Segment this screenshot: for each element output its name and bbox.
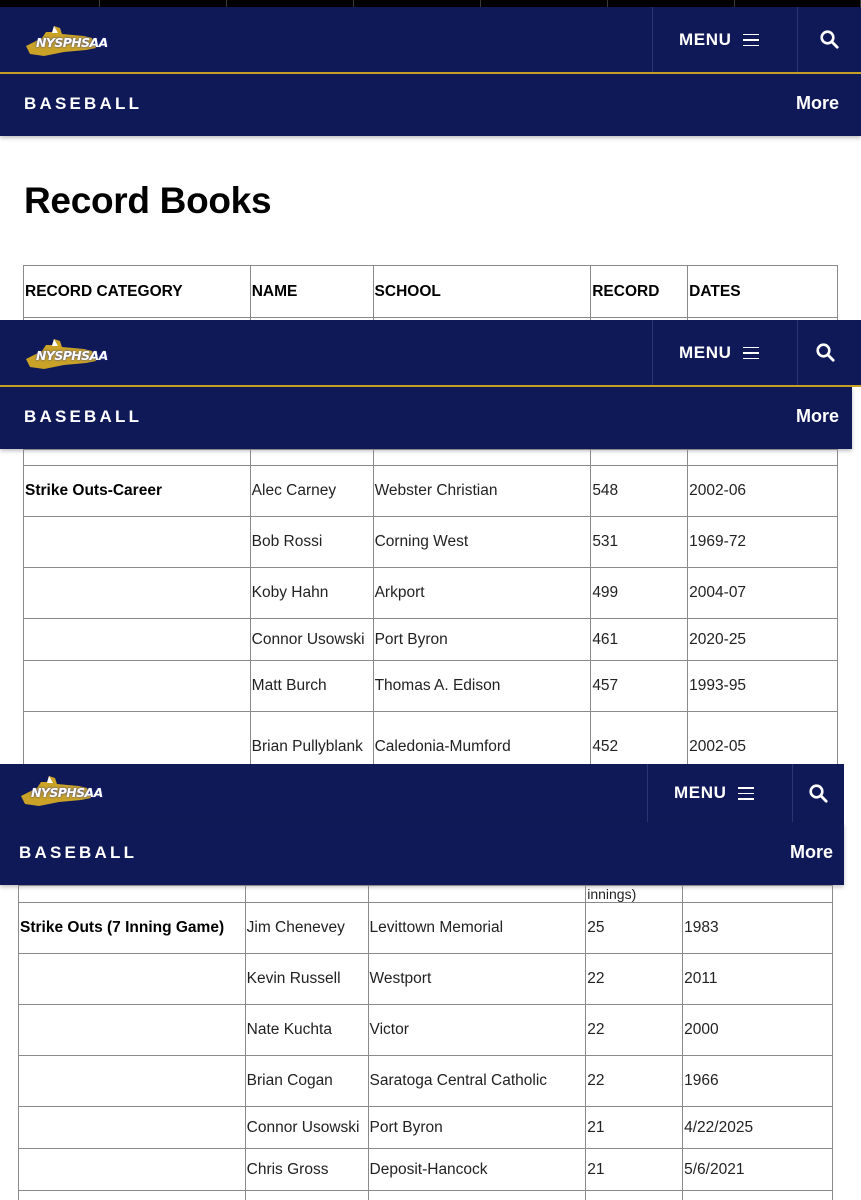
- table-row: [19, 1191, 833, 1200]
- dates-cell: 2000: [683, 1005, 833, 1056]
- page-title: Record Books: [24, 180, 272, 221]
- search-button[interactable]: [797, 320, 852, 385]
- menu-label: MENU: [679, 29, 732, 49]
- name-cell: Brian Pullyblank: [250, 712, 373, 765]
- search-icon: [809, 784, 828, 803]
- menu-label: MENU: [679, 342, 732, 362]
- record-cell: 22: [586, 1005, 683, 1056]
- dates-cell: 1993-95: [688, 661, 838, 712]
- table-row: [24, 619, 838, 661]
- main-navbar: [0, 764, 844, 831]
- dates-cell: 2011: [683, 954, 833, 1005]
- table-row: [24, 517, 838, 568]
- name-cell: Kevin Russell: [245, 954, 368, 1005]
- dates-cell: 2020-25: [688, 619, 838, 661]
- name-cell: Chris Gross: [245, 1149, 368, 1191]
- more-link[interactable]: More: [795, 406, 839, 426]
- dates-cell: 2004-07: [688, 568, 838, 619]
- dates-cell: 2002-05: [688, 712, 838, 765]
- hamburger-icon: [738, 786, 754, 800]
- school-cell: Corning West: [373, 517, 591, 568]
- sport-title: BASEBALL: [24, 407, 143, 426]
- dates-cell: 1983: [683, 903, 833, 954]
- header-record-category: RECORD CATEGORY: [24, 266, 251, 318]
- sport-subnav: [0, 387, 852, 449]
- name-cell: Koby Hahn: [250, 568, 373, 619]
- search-icon: [820, 30, 839, 49]
- search-button[interactable]: [797, 7, 861, 72]
- header-school: SCHOOL: [373, 266, 591, 318]
- header-dates: DATES: [688, 266, 838, 318]
- dates-cell: 5/6/2021: [683, 1149, 833, 1191]
- records-table-career-strikeouts: [23, 449, 838, 764]
- school-cell: Victor: [368, 1005, 586, 1056]
- logo-text: NYSPHSAA: [36, 348, 108, 363]
- search-icon: [816, 343, 835, 362]
- browser-tab-strip: [0, 0, 861, 7]
- record-cell: 21: [586, 1107, 683, 1149]
- menu-label: MENU: [674, 783, 727, 802]
- name-cell: Jim Chenevey: [245, 903, 368, 954]
- sport-subnav: [0, 823, 844, 885]
- school-cell: Levittown Memorial: [368, 903, 586, 954]
- logo-text: NYSPHSAA: [31, 785, 103, 800]
- table-row: [19, 1149, 833, 1191]
- school-cell: Arkport: [373, 568, 591, 619]
- dates-cell: 4/22/2025: [683, 1107, 833, 1149]
- records-table-game-strikeouts: [18, 885, 833, 1200]
- school-cell: Saratoga Central Catholic: [368, 1056, 586, 1107]
- name-cell: Nate Kuchta: [245, 1005, 368, 1056]
- name-cell: Bob Rossi: [250, 517, 373, 568]
- logo-text: NYSPHSAA: [36, 35, 108, 50]
- screenshot-segment-bottom: [0, 764, 861, 1200]
- table-row: [19, 954, 833, 1005]
- table-row: [24, 568, 838, 619]
- hamburger-icon: [743, 33, 759, 47]
- dates-cell: 1966: [683, 1056, 833, 1107]
- record-cell: 457: [591, 661, 688, 712]
- partial-record-text: innings): [586, 886, 683, 903]
- record-category-cell: Strike Outs-Career: [24, 466, 251, 517]
- screenshot-segment-top: [0, 0, 861, 320]
- nysphsaa-logo[interactable]: [24, 337, 108, 373]
- table-row: [24, 466, 838, 517]
- record-cell: 21: [586, 1149, 683, 1191]
- school-cell: Thomas A. Edison: [373, 661, 591, 712]
- record-cell: 461: [591, 619, 688, 661]
- main-navbar: [0, 320, 861, 387]
- nysphsaa-logo[interactable]: [19, 774, 103, 810]
- dates-cell: 1969-72: [688, 517, 838, 568]
- more-link[interactable]: More: [795, 93, 839, 113]
- record-cell: 548: [591, 466, 688, 517]
- record-cell: 499: [591, 568, 688, 619]
- name-cell: Connor Usowski: [250, 619, 373, 661]
- records-table: [23, 265, 838, 320]
- table-row: [19, 1056, 833, 1107]
- table-row: [19, 903, 833, 954]
- record-category-cell: Strike Outs (7 Inning Game): [19, 903, 246, 954]
- table-row: [24, 450, 838, 466]
- table-row: [24, 712, 838, 765]
- name-cell: Connor Usowski: [245, 1107, 368, 1149]
- sport-title: BASEBALL: [24, 94, 143, 113]
- school-cell: Westport: [368, 954, 586, 1005]
- table-row: [19, 886, 833, 903]
- name-cell: Matt Burch: [250, 661, 373, 712]
- record-cell: 452: [591, 712, 688, 765]
- school-cell: Deposit-Hancock: [368, 1149, 586, 1191]
- menu-button[interactable]: [652, 7, 797, 72]
- header-record: RECORD: [591, 266, 688, 318]
- search-button[interactable]: [792, 764, 844, 822]
- sport-title: BASEBALL: [19, 843, 138, 862]
- school-cell: Port Byron: [373, 619, 591, 661]
- header-name: NAME: [250, 266, 373, 318]
- table-row: [19, 1005, 833, 1056]
- menu-button[interactable]: [652, 320, 797, 385]
- main-navbar: [0, 7, 861, 74]
- school-cell: Port Byron: [368, 1107, 586, 1149]
- record-cell: 531: [591, 517, 688, 568]
- record-cell: 22: [586, 1056, 683, 1107]
- hamburger-icon: [743, 346, 759, 360]
- table-row: [19, 1107, 833, 1149]
- table-row: [24, 661, 838, 712]
- more-link[interactable]: More: [789, 842, 833, 862]
- menu-button[interactable]: [647, 764, 792, 822]
- sport-subnav: [0, 74, 861, 136]
- name-cell: Brian Cogan: [245, 1056, 368, 1107]
- nysphsaa-logo[interactable]: [24, 24, 108, 60]
- dates-cell: 2002-06: [688, 466, 838, 517]
- school-cell: Webster Christian: [373, 466, 591, 517]
- table-header-row: [24, 266, 838, 318]
- screenshot-segment-middle: [0, 320, 861, 764]
- school-cell: Caledonia-Mumford: [373, 712, 591, 765]
- record-cell: 22: [586, 954, 683, 1005]
- name-cell: Alec Carney: [250, 466, 373, 517]
- record-cell: 25: [586, 903, 683, 954]
